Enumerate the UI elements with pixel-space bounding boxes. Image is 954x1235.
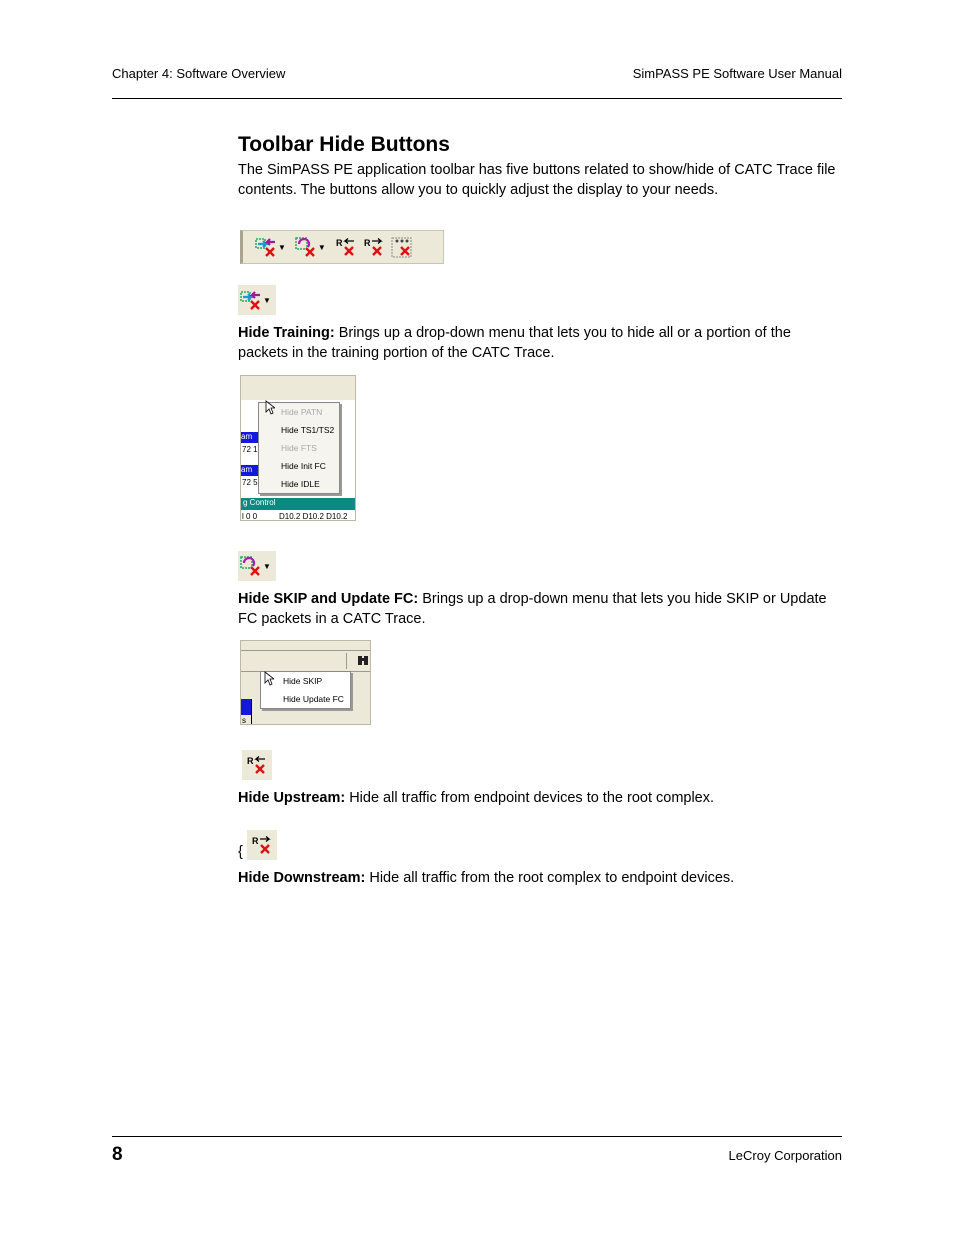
toolbar-image [240,230,444,264]
hide-training-menu-screenshot [240,375,356,521]
hide-skip-icon [295,236,317,258]
hide-training-icon [240,289,262,311]
hide-downstream-paragraph [238,869,838,889]
hide-skip-button-image [238,551,276,581]
menu-item-hide-skip[interactable]: Hide SKIP [283,676,323,686]
manual-header: SimPASS PE Software User Manual [632,66,842,81]
cursor-icon [265,400,275,415]
stray-brace: { [238,844,243,860]
trace-cell: 72 1 [242,445,258,454]
hide-training-paragraph [238,324,838,363]
binoculars-icon [357,654,369,666]
svg-text:R: R [247,756,254,766]
menu-item-hide-init-fc[interactable]: Hide Init FC [281,461,326,471]
hide-skip-label: Hide SKIP and Update FC: [238,591,419,607]
section-title: Toolbar Hide Buttons [238,133,450,156]
cursor-icon [264,671,274,686]
menu-item-hide-idle[interactable]: Hide IDLE [281,479,320,489]
footer-divider [112,1136,842,1137]
menu-item-hide-patn[interactable]: Hide PATN [281,407,323,417]
trace-row: g Control [241,498,356,510]
svg-text:R: R [252,836,259,846]
menu-item-hide-ts1-ts2[interactable]: Hide TS1/TS2 [281,425,335,435]
intro-paragraph: The SimPASS PE application toolbar has five buttons related to show/hide of CATC Trace file contents. The buttons allow you to quickly adjust the display to your needs. [238,162,836,198]
trace-cell: l 0 0 [242,512,258,521]
hide-upstream-label: Hide Upstream: [238,790,346,806]
chevron-down-icon: ▼ [278,242,286,252]
menu-item-hide-fts[interactable]: Hide FTS [281,443,317,453]
svg-text:R: R [335,238,343,248]
hide-training-label: Hide Training: [238,325,335,341]
hide-training-icon [255,236,277,258]
hide-downstream-label: Hide Downstream: [238,870,366,886]
hide-upstream-button-image [242,750,272,780]
trace-cell: s [242,716,246,725]
hide-training-button-image [238,285,276,315]
hide-upstream-text: Hide all traffic from endpoint devices to the root complex. [345,790,715,806]
chevron-down-icon: ▼ [263,561,271,571]
page-number: 8 [112,1144,123,1165]
hide-skip-icon [240,555,262,577]
chevron-down-icon: ▼ [263,295,271,305]
hide-skip-paragraph [238,590,838,629]
hide-upstream-icon [246,754,268,776]
hide-skip-menu-screenshot [240,640,371,725]
trace-cell: am [241,432,258,443]
trace-cell [241,699,251,715]
trace-cell: am [241,465,258,476]
hide-upstream-paragraph [238,789,838,809]
hide-training-menu [258,402,340,494]
chevron-down-icon: ▼ [317,242,326,252]
hide-downstream-text: Hide all traffic from the root complex to endpoint devices. [365,870,735,886]
trace-cell: 72 5 [242,478,258,487]
hide-training-text: Brings up a drop-down menu that lets you to hide all or a portion of the packets in the training portion of the CATC Trace. [238,325,791,361]
hide-upstream-icon [335,236,357,258]
menu-item-hide-update-fc[interactable]: Hide Update FC [283,694,344,704]
hide-all-icon [391,236,413,258]
hide-downstream-icon [363,236,385,258]
hide-skip-text: Brings up a drop-down menu that lets you hide SKIP or Update FC packets in a CATC Trace. [238,591,827,627]
company-name: LeCroy Corporation [728,1148,842,1163]
trace-cell: D10.2 D10.2 D10.2 [279,512,348,521]
chapter-header: Chapter 4: Software Overview [112,66,286,81]
header-divider [112,98,842,99]
svg-text:R: R [363,238,371,248]
